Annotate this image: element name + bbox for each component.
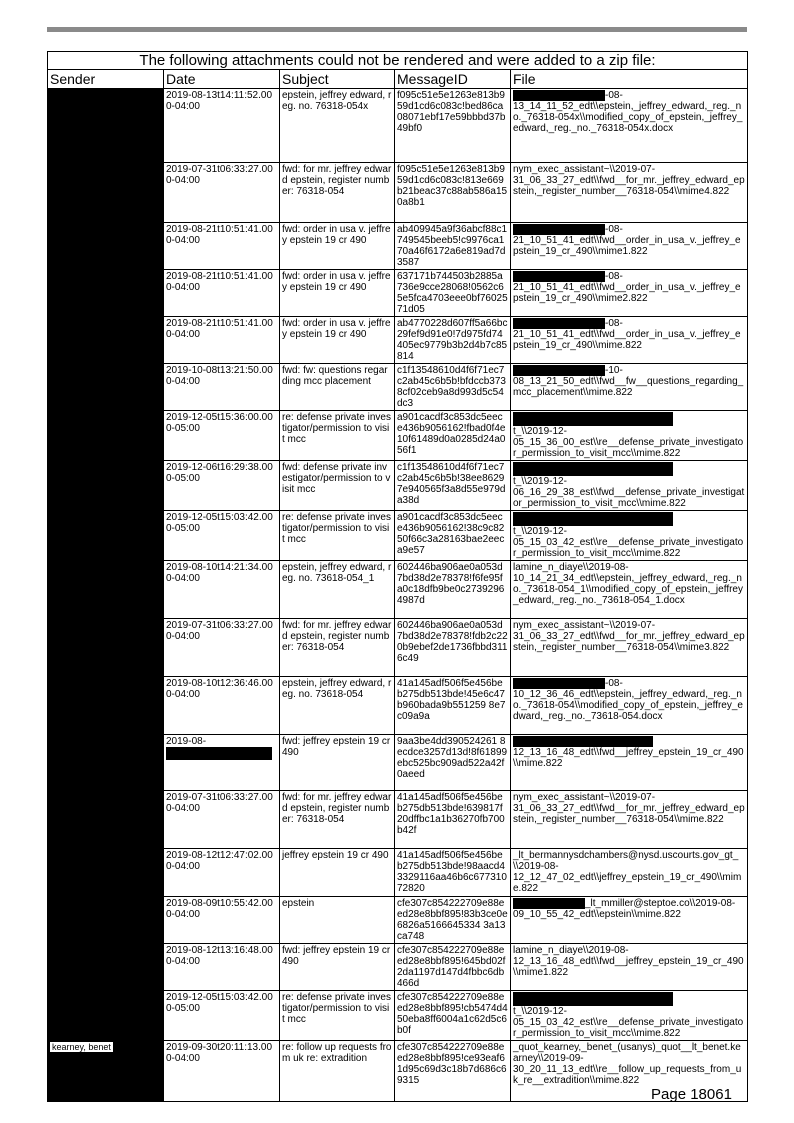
subject-cell: re: follow up requests from uk re: extradition: [280, 1041, 395, 1102]
subject-cell: epstein, jeffrey edward, reg. no. 73618-054: [280, 677, 395, 735]
date-cell: 2019-07-31t06:33:27.000-04:00: [164, 163, 280, 223]
messageid-cell: cfe307c854222709e88eed28e8bbf895!cb5474d450eba8ff6004a1c62d5c6b0f: [395, 991, 511, 1041]
page-number: Page 18061: [651, 1086, 732, 1103]
column-header-file: File: [511, 70, 748, 89]
file-cell: [511, 317, 748, 364]
date-cell: 2019-08-21t10:51:41.000-04:00: [164, 270, 280, 317]
messageid-cell: cfe307c854222709e88eed28e8bbf895!645bd02f2da1197d147d4fbbc6db466d: [395, 944, 511, 991]
messageid-cell: c1f13548610d4f6f71ec7c2ab45c6b5b!bfdccb3738cf02ceb9a8d993d5c54dc3: [395, 364, 511, 411]
column-header-subject: Subject: [280, 70, 395, 89]
subject-cell: re: defense private investigator/permission to visit mcc: [280, 411, 395, 461]
redaction-box: [513, 318, 605, 329]
file-cell: [511, 944, 748, 991]
file-prefix: _lt_bermannysdchambers@nysd.uscourts.gov_gt_\\2019-08-: [513, 850, 739, 872]
file-cell: [511, 735, 748, 791]
file-path: 05_15_36_00_est\\re__defense_private_investigator_permission_to_visit_mcc\\mime.822: [513, 437, 744, 459]
file-path: 06_16_29_38_est\\fwd__defense_private_investigator_permission_to_visit_mcc\\mime.822: [513, 487, 745, 509]
messageid-cell: cfe307c854222709e88eed28e8bbf895!83b3ce0e6826a5166645334 3a13ca748: [395, 897, 511, 944]
file-first-line: [513, 224, 745, 235]
date-cell: 2019-12-05t15:03:42.000-05:00: [164, 511, 280, 561]
file-cell: [511, 270, 748, 317]
redaction-box: [513, 412, 673, 426]
file-first-line: [513, 271, 745, 282]
attachments-table: [47, 51, 748, 1102]
date-cell: 2019-09-30t20:11:13.000-04:00: [164, 1041, 280, 1102]
file-path: 31_06_33_27_edt\\fwd__for_mr._jeffrey_edward_epstein,_register_number__76318-054\\mime4.822: [513, 175, 745, 197]
file-prefix: lamine_n_diaye\\2019-08-: [513, 562, 629, 573]
date-cell: 2019-08-21t10:51:41.000-04:00: [164, 223, 280, 270]
messageid-cell: f095c51e5e1263e813b959d1cd6c083c!813e669b21beac37c88ab586a150a8b1: [395, 163, 511, 223]
file-suffix: -08-: [605, 318, 623, 329]
sender-label: kearney, benet: [52, 1042, 111, 1052]
file-suffix: t_\\2019-12-: [513, 426, 567, 437]
subject-cell: fwd: defense private investigator/permission to visit mcc: [280, 461, 395, 511]
file-first-line: [513, 678, 745, 689]
date-cell: 2019-08-09t10:55:42.000-04:00: [164, 897, 280, 944]
file-cell: [511, 223, 748, 270]
file-path: 31_06_33_27_edt\\fwd__for_mr._jeffrey_edward_epstein,_register_number__76318-054\\mime3.822: [513, 631, 745, 653]
file-first-line: [513, 945, 745, 956]
file-first-line: [513, 620, 745, 631]
file-prefix: nym_exec_assistant~\\2019-07-: [513, 792, 656, 803]
messageid-cell: c1f13548610d4f6f71ec7c2ab45c6b5b!38ee86297e940565f3a8d55e979da38d: [395, 461, 511, 511]
file-suffix: _lt_mmiller@steptoe.co\\2019-08-: [585, 898, 736, 909]
redaction-box: [513, 512, 673, 526]
redaction-box: [513, 736, 653, 747]
redaction-box: [513, 462, 673, 476]
file-first-line: [513, 736, 745, 747]
file-suffix: -08-: [605, 90, 623, 101]
subject-cell: re: defense private investigator/permission to visit mcc: [280, 511, 395, 561]
file-path: 08_13_21_50_edt\\fwd__fw__questions_regarding_mcc_placement\\mime.822: [513, 376, 744, 398]
date-cell: 2019-07-31t06:33:27.000-04:00: [164, 619, 280, 677]
file-path: 12_13_16_48_edt\\fwd__jeffrey_epstein_19_cr_490\\mime1.822: [513, 956, 744, 978]
file-prefix: lamine_n_diaye\\2019-08-: [513, 945, 629, 956]
subject-cell: epstein, jeffrey edward, reg. no. 73618-054_1: [280, 561, 395, 619]
file-cell: [511, 561, 748, 619]
messageid-cell: 41a145adf506f5e456beb275db513bde!639817f20dffbc1a1b36270fb700b42f: [395, 791, 511, 849]
file-path: 21_10_51_41_edt\\fwd__order_in_usa_v._jeffrey_epstein_19_cr_490\\mime2.822: [513, 282, 741, 304]
file-suffix: t_\\2019-12-: [513, 476, 567, 487]
subject-cell: fwd: jeffrey epstein 19 cr 490: [280, 944, 395, 991]
subject-cell: fwd: jeffrey epstein 19 cr 490: [280, 735, 395, 791]
file-first-line: [513, 992, 745, 1017]
file-first-line: [513, 1042, 745, 1064]
file-first-line: [513, 792, 745, 803]
file-first-line: [513, 562, 745, 573]
file-prefix: nym_exec_assistant~\\2019-07-: [513, 164, 656, 175]
file-path: 10_14_21_34_edt\\epstein,_jeffrey_edward,_reg._no._73618-054_1\\modified_copy_of_epstein,_jeffrey_edward,_reg._no._73618-054_1.docx: [513, 573, 743, 606]
file-first-line: [513, 412, 745, 437]
date-cell: 2019-08-12t13:16:48.000-04:00: [164, 944, 280, 991]
file-path: 30_20_11_13_edt\\re__follow_up_requests_from_uk_re__extradition\\mime.822: [513, 1064, 742, 1086]
column-header-sender: Sender: [48, 70, 164, 89]
date-cell: [164, 735, 280, 791]
file-cell: [511, 411, 748, 461]
file-first-line: [513, 512, 745, 537]
top-rule: [47, 27, 747, 32]
column-header-messageid: MessageID: [395, 70, 511, 89]
file-cell: [511, 897, 748, 944]
file-path: 10_12_36_46_edt\\epstein,_jeffrey_edward,_reg._no._73618-054\\modified_copy_of_epstein,_jeffrey_edward,_reg._no._73618-054.docx: [513, 689, 743, 722]
file-first-line: [513, 365, 745, 376]
redaction-box: [513, 678, 605, 689]
subject-cell: fwd: fw: questions regarding mcc placement: [280, 364, 395, 411]
messageid-cell: 602446ba906ae0a053d7bd38d2e78378!fdb2c220b9ebef2de1736fbbd3116c49: [395, 619, 511, 677]
subject-cell: epstein, jeffrey edward, reg. no. 76318-054x: [280, 89, 395, 163]
file-first-line: [513, 462, 745, 487]
subject-cell: fwd: for mr. jeffrey edward epstein, register number: 76318-054: [280, 619, 395, 677]
file-cell: [511, 849, 748, 897]
file-suffix: -10-: [605, 365, 623, 376]
file-cell: [511, 677, 748, 735]
subject-cell: jeffrey epstein 19 cr 490: [280, 849, 395, 897]
file-path: 05_15_03_42_est\\re__defense_private_investigator_permission_to_visit_mcc\\mime.822: [513, 1017, 744, 1039]
file-first-line: [513, 898, 745, 909]
date-cell: 2019-07-31t06:33:27.000-04:00: [164, 791, 280, 849]
file-cell: [511, 163, 748, 223]
file-suffix: -08-: [605, 678, 623, 689]
messageid-cell: 41a145adf506f5e456beb275db513bde!98aacd43329116aa46b6c67731072820: [395, 849, 511, 897]
date-cell: 2019-08-10t14:21:34.000-04:00: [164, 561, 280, 619]
messageid-cell: a901cacdf3c853dc5eece436b9056162!38c9c8250f66c3a28163bae2eeca9e57: [395, 511, 511, 561]
messageid-cell: cfe307c854222709e88eed28e8bbf895!ce93eaf61d95c69d3c18b7d686c69315: [395, 1041, 511, 1102]
redaction-box: [513, 898, 585, 909]
date-text: 2019-08-: [166, 736, 207, 747]
messageid-cell: 41a145adf506f5e456beb275db513bde!45e6c47b960bada9b551259 8e7c09a9a: [395, 677, 511, 735]
file-suffix: t_\\2019-12-: [513, 1006, 567, 1017]
messageid-cell: a901cacdf3c853dc5eece436b9056162!fbad0f4e10f61489d0a0285d24a056f1: [395, 411, 511, 461]
file-path: 21_10_51_41_edt\\fwd__order_in_usa_v._jeffrey_epstein_19_cr_490\\mime1.822: [513, 235, 741, 257]
file-cell: [511, 89, 748, 163]
file-cell: [511, 364, 748, 411]
subject-cell: re: defense private investigator/permission to visit mcc: [280, 991, 395, 1041]
file-cell: [511, 991, 748, 1041]
date-cell: 2019-12-06t16:29:38.000-05:00: [164, 461, 280, 511]
file-prefix: _quot_kearney,_benet_(usanys)_quot__lt_benet.kearney\\2019-09-: [513, 1042, 741, 1064]
redaction-box: [513, 271, 605, 282]
date-cell: 2019-08-13t14:11:52.000-04:00: [164, 89, 280, 163]
messageid-cell: 637171b744503b2885a736e9cce28068!0562c65e5fca4703eee0bf7602571d05: [395, 270, 511, 317]
file-path: 05_15_03_42_est\\re__defense_private_investigator_permission_to_visit_mcc\\mime.822: [513, 537, 744, 559]
sender-cell-redacted: [48, 1041, 164, 1102]
column-header-date: Date: [164, 70, 280, 89]
file-path: 09_10_55_42_edt\\epstein\\mime.822: [513, 909, 681, 920]
redaction-box: [513, 992, 673, 1006]
redaction-box: [513, 224, 605, 235]
subject-cell: fwd: order in usa v. jeffrey epstein 19 cr 490: [280, 223, 395, 270]
messageid-cell: f095c51e5e1263e813b959d1cd6c083c!bed86ca08071ebf17e59bbbd37b49bf0: [395, 89, 511, 163]
file-first-line: [513, 318, 745, 329]
file-path: 21_10_51_41_edt\\fwd__order_in_usa_v._jeffrey_epstein_19_cr_490\\mime.822: [513, 329, 741, 351]
redaction-box: [166, 747, 272, 760]
file-suffix: t_\\2019-12-: [513, 526, 567, 537]
file-path: 12_12_47_02_edt\\jeffrey_epstein_19_cr_490\\mime.822: [513, 872, 742, 894]
date-cell: 2019-08-21t10:51:41.000-04:00: [164, 317, 280, 364]
messageid-cell: ab4770228d607ff5a66bc29fef9d91e0!7d975fd74405ec9779b3b2d4b7c85814: [395, 317, 511, 364]
messageid-cell: 9aa3be4dd390524261 8ecdce3257d13d!8f61899ebc525bc909ad522a42f0aeed: [395, 735, 511, 791]
file-path: 12_13_16_48_edt\\fwd__jeffrey_epstein_19_cr_490\\mime.822: [513, 747, 744, 769]
file-cell: [511, 461, 748, 511]
subject-cell: fwd: for mr. jeffrey edward epstein, register number: 76318-054: [280, 791, 395, 849]
file-cell: [511, 791, 748, 849]
redaction-box: [513, 365, 605, 376]
date-cell: 2019-08-12t12:47:02.000-04:00: [164, 849, 280, 897]
file-cell: [511, 511, 748, 561]
subject-cell: fwd: for mr. jeffrey edward epstein, register number: 76318-054: [280, 163, 395, 223]
file-prefix: nym_exec_assistant~\\2019-07-: [513, 620, 656, 631]
date-cell: 2019-12-05t15:36:00.000-05:00: [164, 411, 280, 461]
file-first-line: [513, 90, 745, 101]
table-title: The following attachments could not be rendered and were added to a zip file:: [48, 52, 748, 70]
table-row: [48, 89, 748, 163]
file-cell: [511, 619, 748, 677]
messageid-cell: 602446ba906ae0a053d7bd38d2e78378!f6fe95fa0c18dfb9be0c27392964987d: [395, 561, 511, 619]
date-cell: 2019-08-10t12:36:46.000-04:00: [164, 677, 280, 735]
subject-cell: fwd: order in usa v. jeffrey epstein 19 cr 490: [280, 317, 395, 364]
file-path: 31_06_33_27_edt\\fwd__for_mr._jeffrey_edward_epstein,_register_number__76318-054\\mime.822: [513, 803, 745, 825]
date-cell: 2019-12-05t15:03:42.000-05:00: [164, 991, 280, 1041]
file-suffix: -08-: [605, 271, 623, 282]
table-row: [48, 1041, 748, 1102]
messageid-cell: ab409945a9f36abcf88c1749545beeb5!c9976ca170a46f6172a6e819ad7d3587: [395, 223, 511, 270]
subject-cell: epstein: [280, 897, 395, 944]
file-suffix: -08-: [605, 224, 623, 235]
redaction-box: [513, 90, 605, 101]
file-path: 13_14_11_52_edt\\epstein,_jeffrey_edward,_reg._no._76318-054x\\modified_copy_of_epstein,_jeffrey_edward,_reg._no._76318-054x.docx: [513, 101, 743, 134]
date-cell: 2019-10-08t13:21:50.000-04:00: [164, 364, 280, 411]
file-first-line: [513, 164, 745, 175]
sender-cell-redacted: [48, 89, 164, 1041]
file-first-line: [513, 850, 745, 872]
subject-cell: fwd: order in usa v. jeffrey epstein 19 cr 490: [280, 270, 395, 317]
table-body: [48, 89, 748, 1102]
